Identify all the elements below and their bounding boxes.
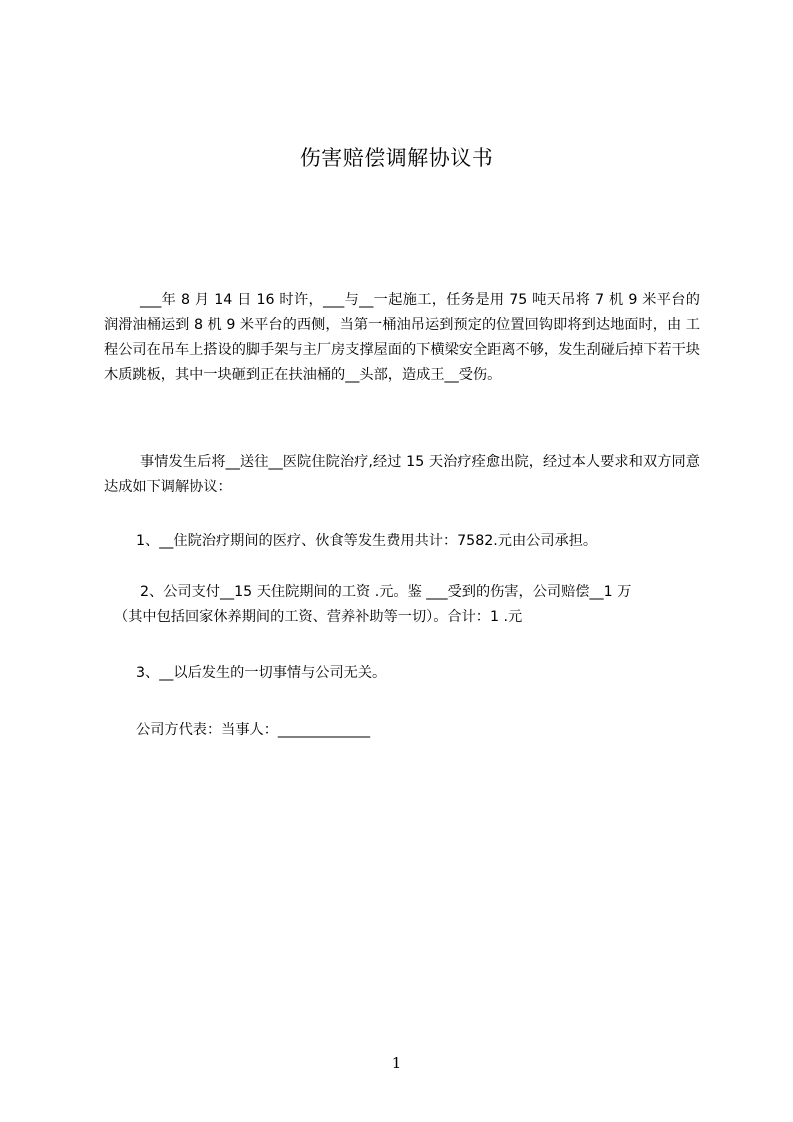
agreement-item-3: 3、__以后发生的一切事情与公司无关。 (136, 665, 387, 681)
incident-paragraph: ___年 8 月 14 日 16 时许，___与__一起施工，任务是用 75 吨天吊将 7 机 9 米平台的润滑油桶运到 8 机 9 米平台的西侧，当第一桶油吊运到预定的位置回钩即将到达地面时，由 工程公司在吊车上搭设的脚手架与主厂房支撑屋面的下横梁安全距离不够，发生刮碰后掉下若干块木质跳板，其中一块砸到正在扶油桶的__头部，造成王__受伤。 (104, 292, 700, 383)
document-title: 伤害赔偿调解协议书 (299, 146, 494, 170)
signature-line: 公司方代表：当事人：_____________ (136, 722, 371, 738)
agreement-item-2 (0, 580, 793, 630)
agreement-item-2-line-1: 2、公司支付__15 天住院期间的工资 .元。鉴 ___受到的伤害，公司赔偿__1 万 (140, 584, 632, 600)
agreement-item-1: 1、__住院治疗期间的医疗、伙食等发生费用共计：7582.元由公司承担。 (136, 533, 598, 549)
agreement-item-2-line-2: （其中包括回家休养期间的工资、营养补助等一切）。合计：1 .元 (114, 609, 523, 625)
page-number: 1 (391, 1054, 402, 1072)
treatment-paragraph: 事情发生后将__送往__医院住院治疗,经过 15 天治疗痊愈出院，经过本人要求和双方同意达成如下调解协议： (104, 454, 700, 495)
